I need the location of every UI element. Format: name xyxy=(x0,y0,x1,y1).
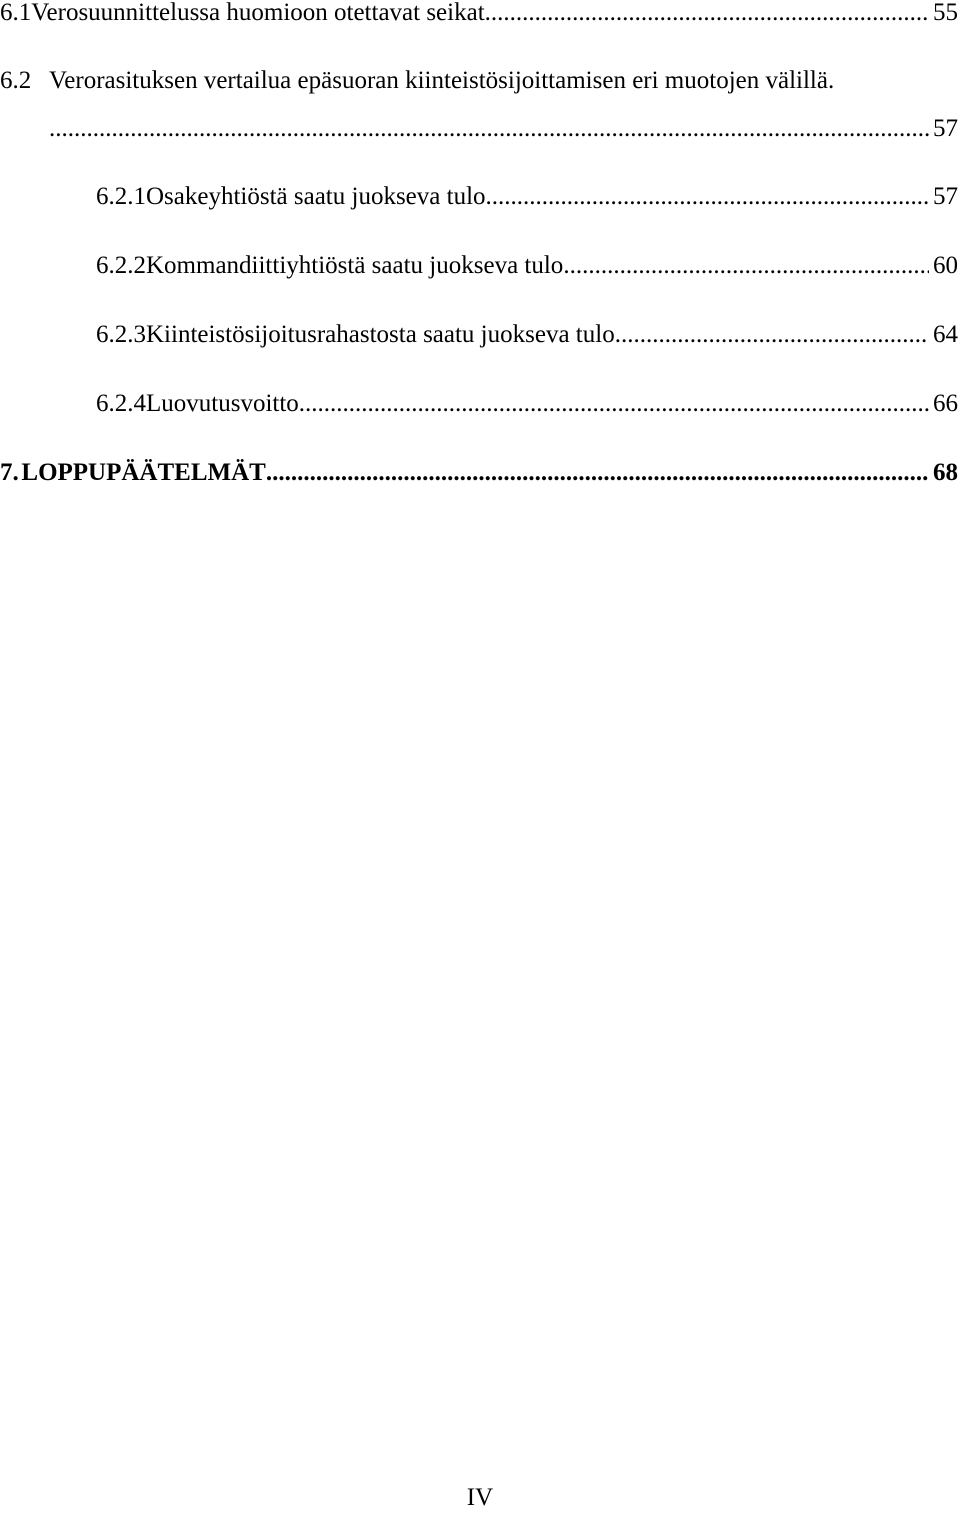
toc-entry-6-2-4[interactable] xyxy=(96,389,958,419)
toc-entry-title: Kommandiittiyhtiöstä saatu juokseva tulo xyxy=(146,252,564,279)
toc-entry-6-1[interactable] xyxy=(0,0,958,28)
toc-entry-page: 66 xyxy=(933,390,958,417)
toc-entry-6-2-3[interactable] xyxy=(96,320,958,350)
toc-entry-number: 7. xyxy=(0,459,19,486)
toc-entry-number: 6.2.4 xyxy=(96,390,146,417)
toc-dot-leader xyxy=(485,0,929,28)
toc-dot-leader xyxy=(266,458,929,488)
toc-entry-number: 6.1 xyxy=(0,0,32,26)
toc-entry-number: 6.2.2 xyxy=(96,252,146,279)
toc-entry-page: 57 xyxy=(933,115,958,142)
toc-dot-leader xyxy=(49,114,929,144)
toc-entry-page: 68 xyxy=(933,459,958,486)
toc-entry-title: Luovutusvoitto xyxy=(146,390,299,417)
toc-dot-leader xyxy=(299,389,929,419)
toc-entry-6-2[interactable] xyxy=(0,66,958,96)
toc-dot-leader xyxy=(486,182,929,212)
toc-entry-title: Osakeyhtiöstä saatu juokseva tulo xyxy=(146,183,486,210)
toc-entry-number: 6.2 xyxy=(0,67,32,94)
toc-entry-6-2-continuation[interactable] xyxy=(49,114,958,144)
page-number-footer: IV xyxy=(466,1484,494,1511)
toc-entry-6-2-2[interactable] xyxy=(96,251,958,281)
toc-entry-7[interactable] xyxy=(0,458,958,488)
toc-entry-page: 60 xyxy=(933,252,958,279)
toc-entry-6-2-1[interactable] xyxy=(96,182,958,212)
toc-entry-page: 64 xyxy=(933,321,958,348)
toc-entry-title: LOPPUPÄÄTELMÄT xyxy=(21,459,266,486)
toc-entry-title: Verosuunnittelussa huomioon otettavat seikat xyxy=(31,0,485,26)
toc-entry-page: 57 xyxy=(933,183,958,210)
toc-entry-number: 6.2.1 xyxy=(96,183,146,210)
toc-entry-page: 55 xyxy=(933,0,958,26)
toc-entry-title: Kiinteistösijoitusrahastosta saatu juokseva tulo xyxy=(146,321,615,348)
toc-dot-leader xyxy=(563,251,929,281)
toc-dot-leader xyxy=(615,320,929,350)
toc-entry-title: Verorasituksen vertailua epäsuoran kiinteistösijoittamisen eri muotojen välillä. xyxy=(49,67,835,94)
toc-entry-number: 6.2.3 xyxy=(96,321,146,348)
